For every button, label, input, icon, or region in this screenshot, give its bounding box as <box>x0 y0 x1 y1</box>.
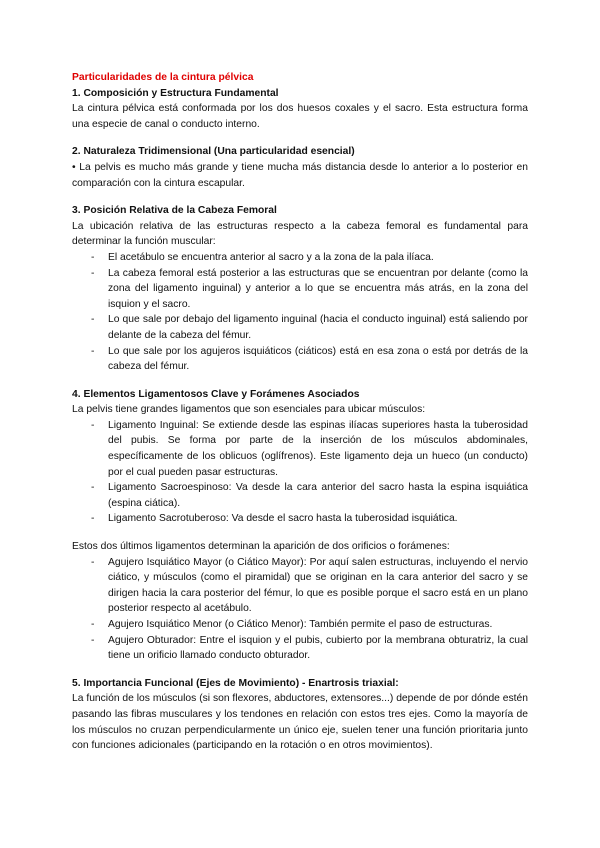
document-title: Particularidades de la cintura pélvica <box>72 72 254 83</box>
section-2-heading: 2. Naturaleza Tridimensional (Una particularidad esencial) <box>72 146 355 158</box>
section-4-body-2: Estos dos últimos ligamentos determinan la aparición de dos orificios o forámenes: <box>72 541 450 553</box>
section-4-body: La pelvis tiene grandes ligamentos que son esenciales para ubicar músculos: <box>72 404 426 416</box>
section-2-body: • La pelvis es mucho más grande y tiene mucha más distancia desde lo anterior a lo posterior en comparación con la cintura escapular. <box>72 161 528 189</box>
section-1-heading: 1. Composición y Estructura Fundamental <box>72 87 279 99</box>
document-page <box>72 70 528 754</box>
section-3-heading: 3. Posición Relativa de la Cabeza Femoral <box>72 205 277 217</box>
list-item: - Lo que sale por los agujeros isquiáticos (ciáticos) está en esa zona o está por detrás de la cabeza del fémur. <box>108 344 528 375</box>
section-4-heading: 4. Elementos Ligamentosos Clave y Forámenes Asociados <box>72 388 360 400</box>
section-1-body: La cintura pélvica está conformada por los dos huesos coxales y el sacro. Esta estructura forma una especie de canal o conducto interno. <box>72 103 528 130</box>
list-item: - Agujero Isquiático Menor (o Ciático Menor): También permite el paso de estructuras. <box>108 617 528 633</box>
list-item: - Lo que sale por debajo del ligamento inguinal (hacia el conducto inguinal) está saliendo por delante de la cabeza del fémur. <box>108 312 528 343</box>
list-item: - Agujero Isquiático Mayor (o Ciático Mayor): Por aquí salen estructuras, incluyendo el nervio ciático, y músculos (como el piramidal) que se originan en la cara anterior del sacro y se dirigen hacia la cara posterior del fémur, lo que es posible porque el sacro está en un plano posterior respecto al acetábulo. <box>108 555 528 617</box>
list-item: - La cabeza femoral está posterior a las estructuras que se encuentran por delante (como la zona del ligamento inguinal) y anterior a lo que se encuentra más atrás, en la zona del isquion y el sacro. <box>108 266 528 313</box>
section-3-list <box>72 250 528 375</box>
section-5-heading: 5. Importancia Funcional (Ejes de Movimiento) - Enartrosis triaxial: <box>72 677 399 689</box>
section-4-list <box>72 418 528 527</box>
list-item: - Ligamento Sacroespinoso: Va desde la cara anterior del sacro hasta la espina isquiática (espina ciática). <box>108 480 528 511</box>
list-item: - El acetábulo se encuentra anterior al sacro y a la zona de la pala ilíaca. <box>108 250 528 266</box>
list-item: - Agujero Obturador: Entre el isquion y el pubis, cubierto por la membrana obturatriz, la cual tiene un orificio llamado conducto obturador. <box>108 633 528 664</box>
section-4-list-2 <box>72 555 528 664</box>
list-item: - Ligamento Sacrotuberoso: Va desde el sacro hasta la tuberosidad isquiática. <box>108 511 528 527</box>
section-5-body: La función de los músculos (si son flexores, abductores, extensores...) depende de por dónde estén pasando las fibras musculares y los tendones en relación con estos tres ejes. Como la mayoría de los músculos no cruzan perpendicularmente un único eje, suelen tener una función prioritaria junto con funciones adicionales (participando en la rotación o en otros movimientos). <box>72 693 528 752</box>
section-3-body: La ubicación relativa de las estructuras respecto a la cabeza femoral es fundamental para determinar la función muscular: <box>72 220 528 248</box>
list-item: - Ligamento Inguinal: Se extiende desde las espinas ilíacas superiores hasta la tuberosidad del pubis. Se forma por parte de la inserción de los músculos abdominales, específicamente de los oblicuos (oglífrenos). Este ligamento deja un hueco (un conducto) por el cual pueden pasar estructuras. <box>108 418 528 480</box>
